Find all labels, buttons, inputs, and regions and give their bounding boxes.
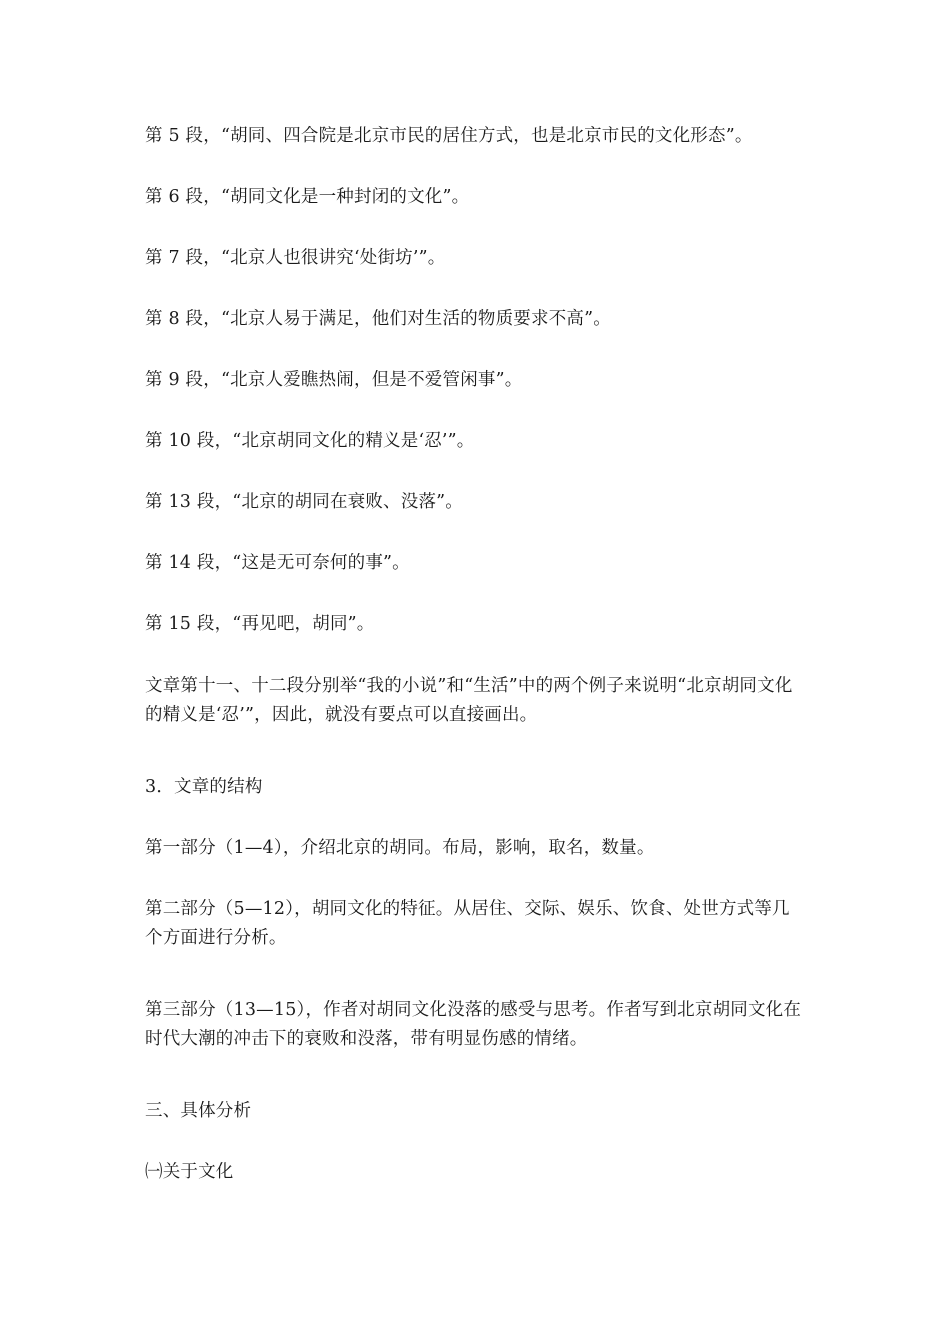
section-heading-structure: 3．文章的结构 — [145, 777, 263, 797]
structure-part-1: 第一部分（1—4），介绍北京的胡同。布局，影响，取名，数量。 — [145, 838, 655, 858]
paragraph-7: 第 7 段，“北京人也很讲究‘处街坊’”。 — [145, 248, 446, 268]
paragraph-10: 第 10 段，“北京胡同文化的精义是‘忍’”。 — [145, 431, 475, 451]
section-heading-analysis: 三、具体分析 — [145, 1101, 252, 1121]
paragraph-5: 第 5 段，“胡同、四合院是北京市民的居住方式，也是北京市民的文化形态”。 — [145, 126, 753, 146]
structure-part-2: 第二部分（5—12），胡同文化的特征。从居住、交际、娱乐、饮食、处世方式等几个方面进行分析。 — [145, 899, 790, 948]
paragraph-13: 第 13 段，“北京的胡同在衰败、没落”。 — [145, 492, 463, 512]
structure-part-3: 第三部分（13—15），作者对胡同文化没落的感受与思考。作者写到北京胡同文化在时代大潮的冲击下的衰败和没落，带有明显伤感的情绪。 — [145, 1000, 802, 1049]
paragraph-9: 第 9 段，“北京人爱瞧热闹，但是不爱管闲事”。 — [145, 370, 523, 390]
paragraph-8: 第 8 段，“北京人易于满足，他们对生活的物质要求不高”。 — [145, 309, 611, 329]
paragraph-15: 第 15 段，“再见吧，胡同”。 — [145, 614, 375, 634]
paragraph-6: 第 6 段，“胡同文化是一种封闭的文化”。 — [145, 187, 470, 207]
paragraph-14: 第 14 段，“这是无可奈何的事”。 — [145, 553, 410, 573]
subsection-heading-culture: ㈠关于文化 — [145, 1162, 234, 1182]
paragraph-note-11-12: 文章第十一、十二段分别举“我的小说”和“生活”中的两个例子来说明“北京胡同文化的精义是‘忍’”，因此，就没有要点可以直接画出。 — [145, 676, 793, 725]
